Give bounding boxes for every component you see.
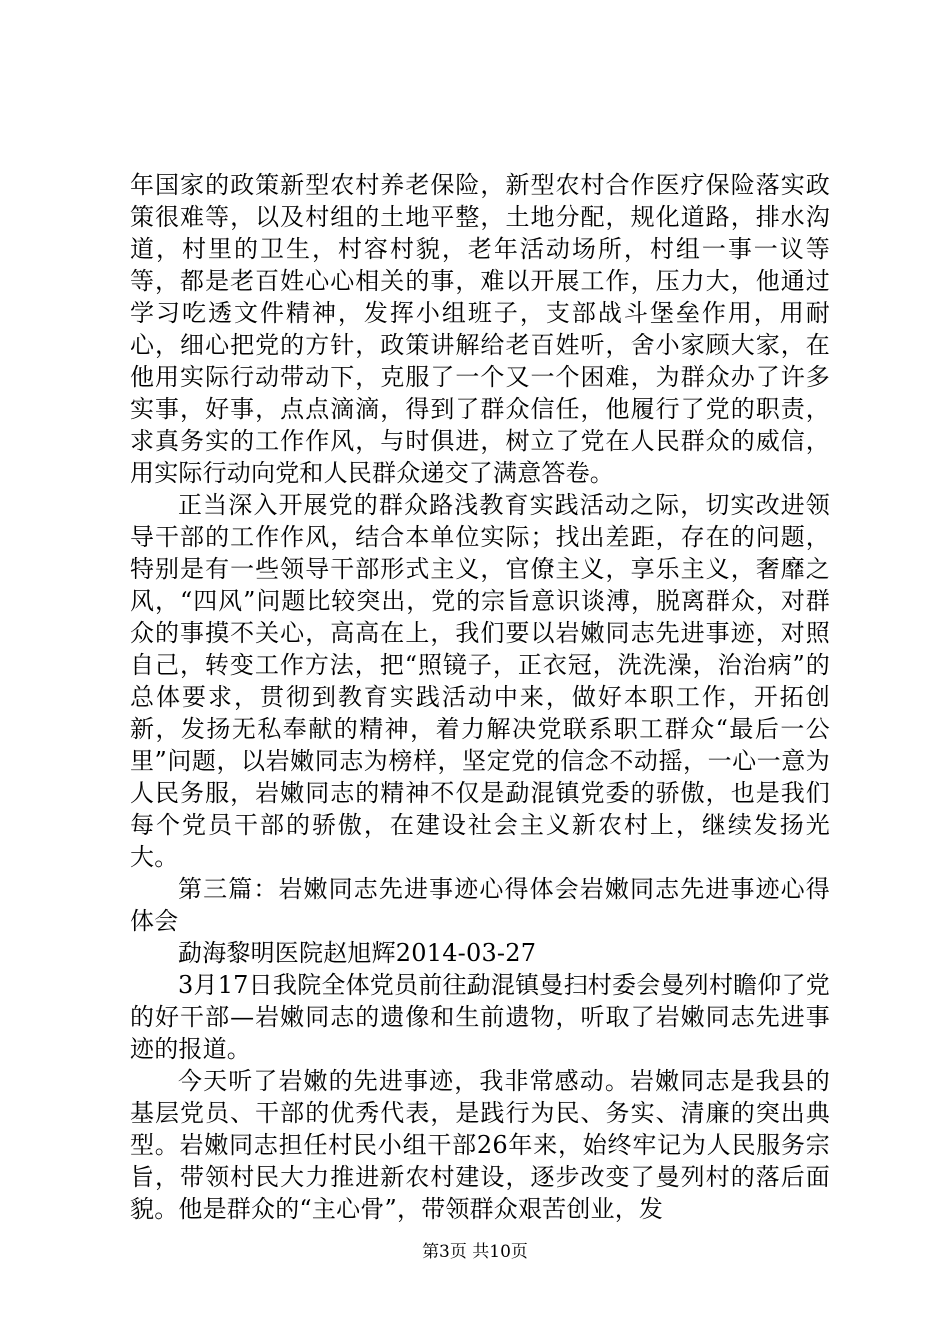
section-heading: 第三篇：岩嫩同志先进事迹心得体会岩嫩同志先进事迹心得体会 bbox=[130, 875, 830, 935]
paragraph-3: 3月17日我院全体党员前往勐混镇曼扫村委会曼列村瞻仰了党的好干部—岩嫩同志的遗像和生前遗物，听取了岩嫩同志先进事迹的报道。 bbox=[130, 971, 830, 1063]
paragraph-1: 年国家的政策新型农村养老保险，新型农村合作医疗保险落实政策很难等，以及村组的土地平整，土地分配，规化道路，排水沟道，村里的卫生，村容村貌，老年活动场所，村组一事一议等等，都是老百姓心心相关的事，难以开展工作，压力大，他通过学习吃透文件精神，发挥小组班子，支部战斗堡垒作用，用耐心，细心把党的方针，政策讲解给老百姓听，舍小家顾大家，在他用实际行动带动下，克服了一个又一个困难，为群众办了许多实事，好事，点点滴滴，得到了群众信任，他履行了党的职责，求真务实的工作作风，与时俱进，树立了党在人民群众的威信，用实际行动向党和人民群众递交了满意答卷。 bbox=[130, 171, 830, 487]
document-body bbox=[130, 169, 830, 1225]
page-number-footer: 第3页 共10页 bbox=[422, 1242, 528, 1262]
author-line: 勐海黎明医院赵旭辉2014-03-27 bbox=[178, 939, 537, 967]
paragraph-4: 今天听了岩嫩的先进事迹，我非常感动。岩嫩同志是我县的基层党员、干部的优秀代表，是践行为民、务实、清廉的突出典型。岩嫩同志担任村民小组干部26年来，始终牢记为人民服务宗旨，带领村民大力推进新农村建设，逐步改变了曼列村的落后面貌。他是群众的“主心骨”，带领群众艰苦创业，发 bbox=[130, 1067, 830, 1223]
paragraph-2: 正当深入开展党的群众路浅教育实践活动之际，切实改进领导干部的工作作风，结合本单位实际；找出差距，存在的问题，特别是有一些领导干部形式主义，官僚主义，享乐主义，奢靡之风，“四风”问题比较突出，党的宗旨意识谈溥，脱离群众，对群众的事摸不关心，高高在上，我们要以岩嫩同志先进事迹，对照自己，转变工作方法，把“照镜子，正衣冠，洗洗澡，治治病”的总体要求，贯彻到教育实践活动中来，做好本职工作，开拓创新，发扬无私奉献的精神，着力解决党联系职工群众“最后一公里”问题，以岩嫩同志为榜样，坚定党的信念不动摇，一心一意为人民务服，岩嫩同志的精神不仅是勐混镇党委的骄傲，也是我们每个党员干部的骄傲，在建设社会主义新农村上，继续发扬光大。 bbox=[130, 491, 830, 871]
